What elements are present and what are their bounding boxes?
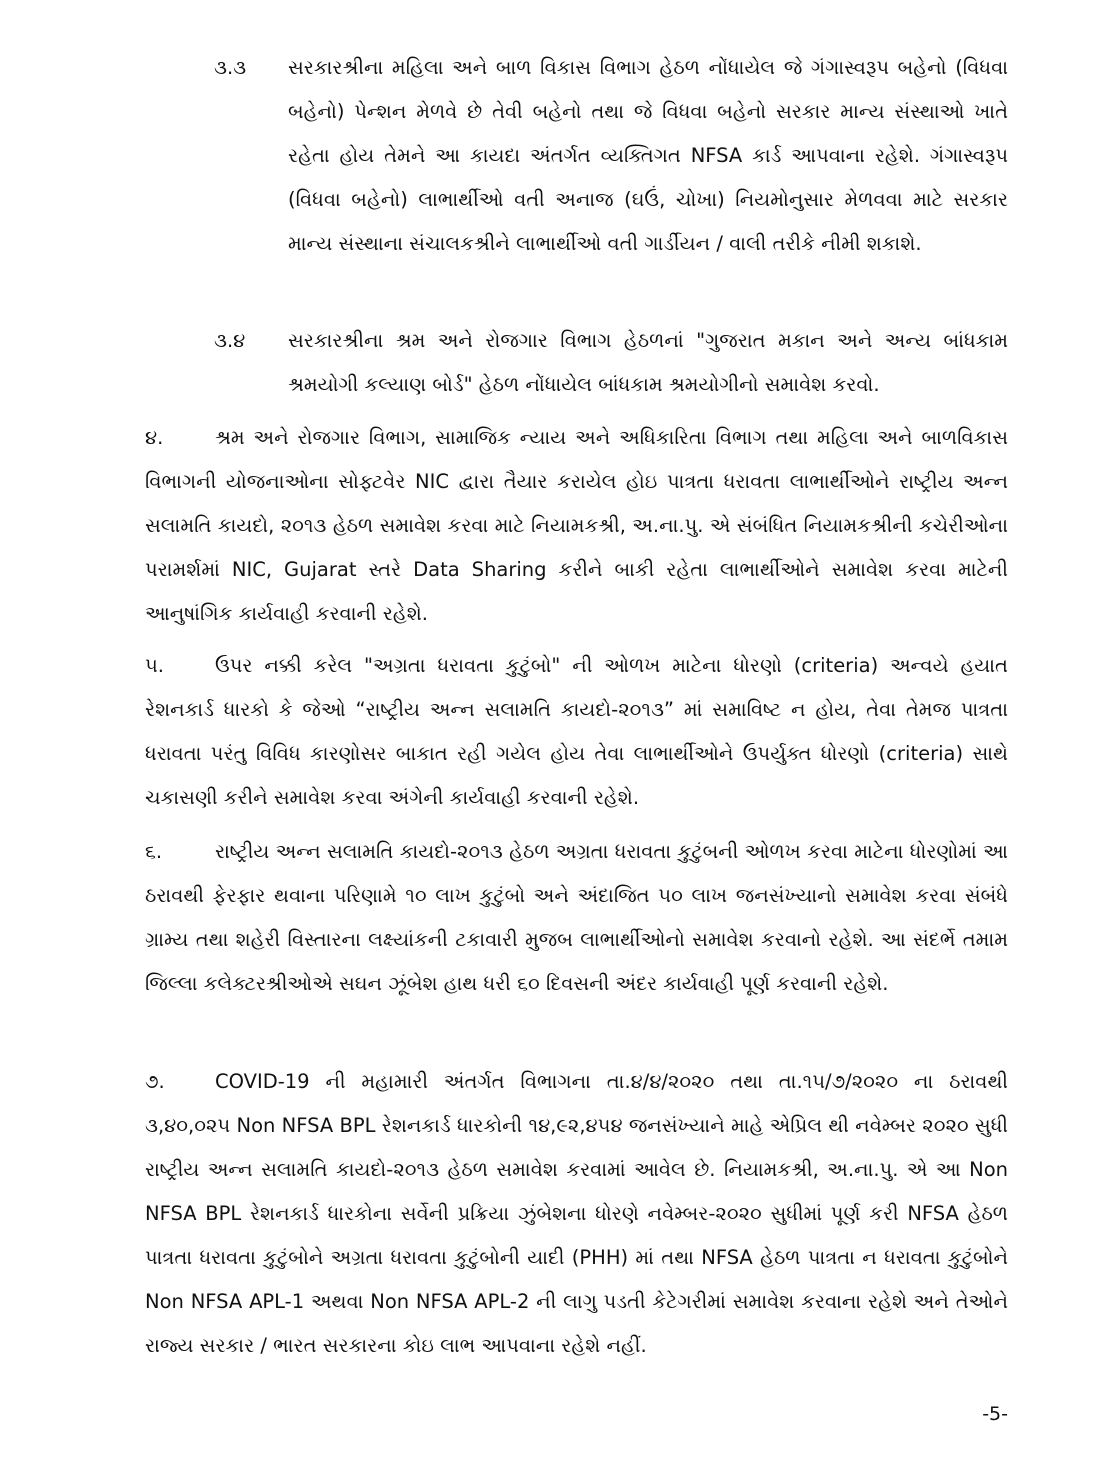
page-number: -5- <box>982 1403 1008 1425</box>
paragraph-number-7: ૭. <box>145 1070 165 1093</box>
paragraph-3-4: સરકારશ્રીના શ્રમ અને રોજગાર વિભાગ હેઠળનાં "ગુજરાત મકાન અને અન્ય બાંધકામ શ્રમયોગી કલ્યાણ બોર્ડ" હેઠળ નોંધાયેલ બાંધકામ શ્રમયોગીનો સમાવેશ કરવો. <box>288 329 1008 396</box>
paragraph-5: ઉપર નક્કી કરેલ "અગ્રતા ધરાવતા કુટુંબો" ની ઓળખ માટેના ધોરણો (criteria) અન્વયે હયાત રેશનકાર્ડ ધારકો કે જેઓ “રાષ્ટ્રીય અન્ન સલામતિ કાયદો-૨૦૧૩” માં સમાવિષ્ટ ન હોય, તેવા તેમજ પાત્રતા ધરાવતા પરંતુ વિવિધ કારણોસર બાકાત રહી ગયેલ હોય તેવા લાભાર્થીઓને ઉપર્યુક્ત ધોરણો (criteria) સાથે ચકાસણી કરીને સમાવેશ કરવા અંગેની કાર્યવાહી કરવાની રહેશે. <box>145 654 1008 809</box>
paragraph-6: રાષ્ટ્રીય અન્ન સલામતિ કાયદો-૨૦૧૩ હેઠળ અગ્રતા ધરાવતા કુટુંબની ઓળખ કરવા માટેના ધોરણોમાં આ ઠરાવથી ફેરફાર થવાના પરિણામે ૧૦ લાખ કુટુંબો અને અંદાજિત ૫૦ લાખ જનસંખ્યાનો સમાવેશ કરવા સંબંધે ગ્રામ્ય તથા શહેરી વિસ્તારના લક્ષ્યાંકની ટકાવારી મુજબ લાભાર્થીઓનો સમાવેશ કરવાનો રહેશે. આ સંદર્ભે તમામ જિલ્લા કલેક્ટરશ્રીઓએ સઘન ઝૂંબેશ હાથ ધરી ૬૦ દિવસની અંદર કાર્યવાહી પૂર્ણ કરવાની રહેશે. <box>145 840 1008 995</box>
paragraph-number-4: ૪. <box>145 426 164 449</box>
paragraph-3-3: સરકારશ્રીના મહિલા અને બાળ વિકાસ વિભાગ હેઠળ નોંધાયેલ જે ગંગાસ્વરૂપ બહેનો (વિધવા બહેનો) પેન્શન મેળવે છે તેવી બહેનો તથા જે વિધવા બહેનો સરકાર માન્ય સંસ્થાઓ ખાતે રહેતા હોય તેમને આ કાયદા અંતર્ગત વ્યક્તિગત NFSA કાર્ડ આપવાના રહેશે. ગંગાસ્વરૂપ (વિધવા બહેનો) લાભાર્થીઓ વતી અનાજ (ઘઉં, ચોખા) નિયમોનુસાર મેળવવા માટે સરકાર માન્ય સંસ્થાના સંચાલકશ્રીને લાભાર્થીઓ વતી ગાર્ડીયન / વાલી તરીકે નીમી શકાશે. <box>288 56 1008 255</box>
paragraph-7: COVID-19 ની મહામારી અંતર્ગત વિભાગના તા.૪/૪/૨૦૨૦ તથા તા.૧૫/૭/૨૦૨૦ ના ઠરાવથી ૩,૪૦,૦૨૫ Non NFSA BPL રેશનકાર્ડ ધારકોની ૧૪,૯૨,૪૫૪ જનસંખ્યાને માહે એપ્રિલ થી નવેમ્બર ૨૦૨૦ સુધી રાષ્ટ્રીય અન્ન સલામતિ કાયદો-૨૦૧૩ હેઠળ સમાવેશ કરવામાં આવેલ છે. નિયામકશ્રી, અ.ના.પુ. એ આ Non NFSA BPL રેશનકાર્ડ ધારકોના સર્વેની પ્રક્રિયા ઝુંબેશના ધોરણે નવેમ્બર-૨૦૨૦ સુધીમાં પૂર્ણ કરી NFSA હેઠળ પાત્રતા ધરાવતા કુટુંબોને અગ્રતા ધરાવતા કુટુંબોની યાદી (PHH) માં તથા NFSA હેઠળ પાત્રતા ન ધરાવતા કુટુંબોને Non NFSA APL-1 અથવા Non NFSA APL-2 ની લાગુ પડતી કેટેગરીમાં સમાવેશ કરવાના રહેશે અને તેઓને રાજ્ય સરકાર / ભારત સરકારના કોઇ લાભ આપવાના રહેશે નહીં. <box>145 1070 1008 1357</box>
paragraph-number-5: ૫. <box>145 654 165 677</box>
paragraph-4: શ્રમ અને રોજગાર વિભાગ, સામાજિક ન્યાય અને અધિકારિતા વિભાગ તથા મહિલા અને બાળવિકાસ વિભાગની યોજનાઓના સોફ્ટવેર NIC દ્વારા તૈયાર કરાયેલ હોઇ પાત્રતા ધરાવતા લાભાર્થીઓને રાષ્ટ્રીય અન્ન સલામતિ કાયદો, ૨૦૧૩ હેઠળ સમાવેશ કરવા માટે નિયામકશ્રી, અ.ના.પુ. એ સંબંધિત નિયામકશ્રીની કચેરીઓના પરામર્શમાં NIC, Gujarat સ્તરે Data Sharing કરીને બાકી રહેતા લાભાર્થીઓને સમાવેશ કરવા માટેની આનુષાંગિક કાર્યવાહી કરવાની રહેશે. <box>145 426 1008 625</box>
paragraph-number-3-4: ૩.૪ <box>214 329 246 352</box>
paragraph-number-3-3: ૩.૩ <box>214 56 247 79</box>
paragraph-number-6: ૬. <box>145 840 163 863</box>
